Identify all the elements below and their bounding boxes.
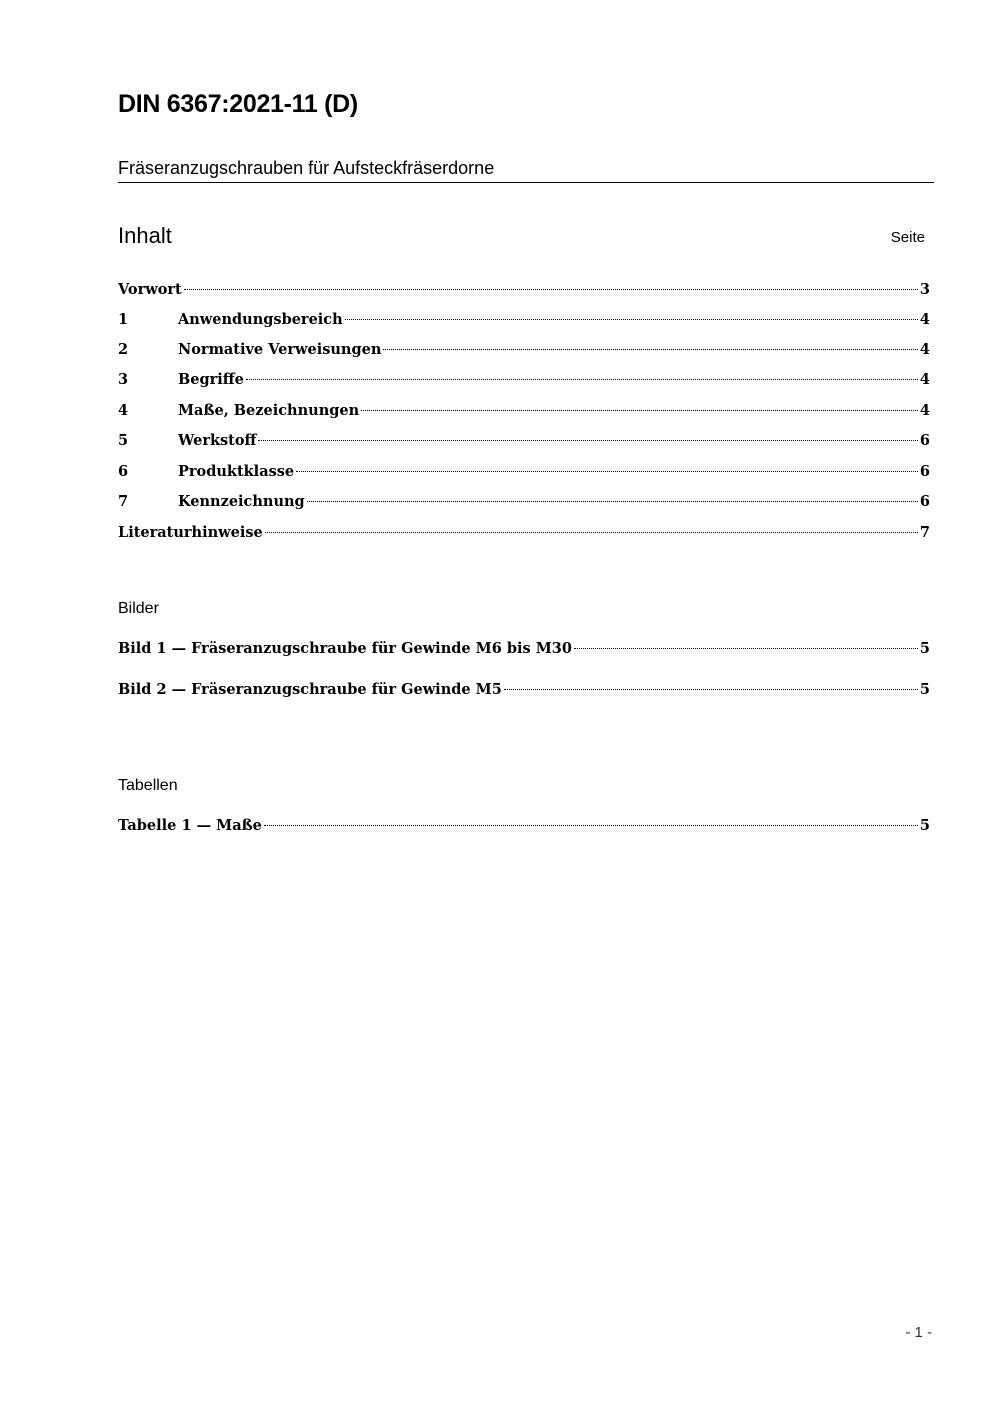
- toc-entry-number: 7: [118, 493, 129, 510]
- toc-entry-3[interactable]: [118, 370, 930, 390]
- toc-entry-6[interactable]: [118, 462, 930, 482]
- figure-entry-1[interactable]: [118, 639, 930, 659]
- figure-entry-text: Bild 2 — Fräseranzugschraube für Gewinde M5: [118, 681, 502, 698]
- toc-entry-text: Literaturhinweise: [118, 524, 263, 541]
- page-number: - 1 -: [905, 1324, 932, 1341]
- toc-leader: [307, 501, 918, 502]
- toc-entry-bibliography[interactable]: [118, 523, 930, 543]
- toc-leader: [296, 471, 918, 472]
- toc-entry-page: 6: [919, 493, 930, 510]
- toc-entry-number: 3: [118, 371, 129, 388]
- toc-entry-4[interactable]: [118, 401, 930, 421]
- toc-entry-text: Maße, Bezeichnungen: [178, 402, 360, 419]
- toc-entry-page: 7: [919, 524, 930, 541]
- toc-entry-number: 1: [118, 311, 129, 328]
- page-column-heading: Seite: [890, 229, 925, 246]
- document-title: Fräseranzugschrauben für Aufsteckfräserdorne: [118, 158, 934, 183]
- table-entry-text: Tabelle 1 — Maße: [118, 817, 262, 834]
- toc-leader: [184, 289, 918, 290]
- toc-entry-foreword[interactable]: [118, 280, 930, 300]
- toc-leader: [361, 410, 918, 411]
- toc-entry-page: 4: [919, 311, 930, 328]
- toc-leader: [383, 349, 918, 350]
- toc-entry-1[interactable]: [118, 310, 930, 330]
- table-entry-1[interactable]: [118, 816, 930, 836]
- document-id: DIN 6367:2021-11 (D): [118, 90, 358, 118]
- toc-entry-7[interactable]: [118, 492, 930, 512]
- toc-leader: [504, 689, 918, 690]
- toc-entry-number: 4: [118, 402, 129, 419]
- toc-entry-text: Kennzeichnung: [178, 493, 305, 510]
- toc-entry-5[interactable]: [118, 431, 930, 451]
- contents-heading: Inhalt: [118, 223, 172, 248]
- figure-entry-page: 5: [919, 640, 930, 657]
- toc-entry-text: Normative Verweisungen: [178, 341, 382, 358]
- toc-entry-page: 3: [919, 281, 930, 298]
- toc-entry-2[interactable]: [118, 340, 930, 360]
- figure-entry-2[interactable]: [118, 680, 930, 700]
- table-entry-page: 5: [919, 817, 930, 834]
- figures-heading: Bilder: [118, 600, 159, 617]
- toc-entry-text: Anwendungsbereich: [178, 311, 343, 328]
- toc-leader: [345, 319, 918, 320]
- figure-entry-text: Bild 1 — Fräseranzugschraube für Gewinde M6 bis M30: [118, 640, 572, 657]
- toc-entry-text: Vorwort: [118, 281, 182, 298]
- toc-entry-page: 4: [919, 371, 930, 388]
- toc-leader: [574, 648, 918, 649]
- tables-heading: Tabellen: [118, 777, 178, 794]
- toc-entry-number: 6: [118, 463, 129, 480]
- toc-leader: [246, 379, 918, 380]
- toc-entry-text: Begriffe: [178, 371, 244, 388]
- toc-entry-number: 5: [118, 432, 129, 449]
- toc-leader: [265, 532, 918, 533]
- toc-entry-text: Produktklasse: [178, 463, 295, 480]
- toc-leader: [264, 825, 918, 826]
- toc-leader: [258, 440, 917, 441]
- toc-entry-text: Werkstoff: [178, 432, 257, 449]
- figure-entry-page: 5: [919, 681, 930, 698]
- toc-entry-page: 6: [919, 463, 930, 480]
- toc-entry-page: 4: [919, 402, 930, 419]
- toc-entry-page: 6: [919, 432, 930, 449]
- toc-entry-page: 4: [919, 341, 930, 358]
- toc-entry-number: 2: [118, 341, 129, 358]
